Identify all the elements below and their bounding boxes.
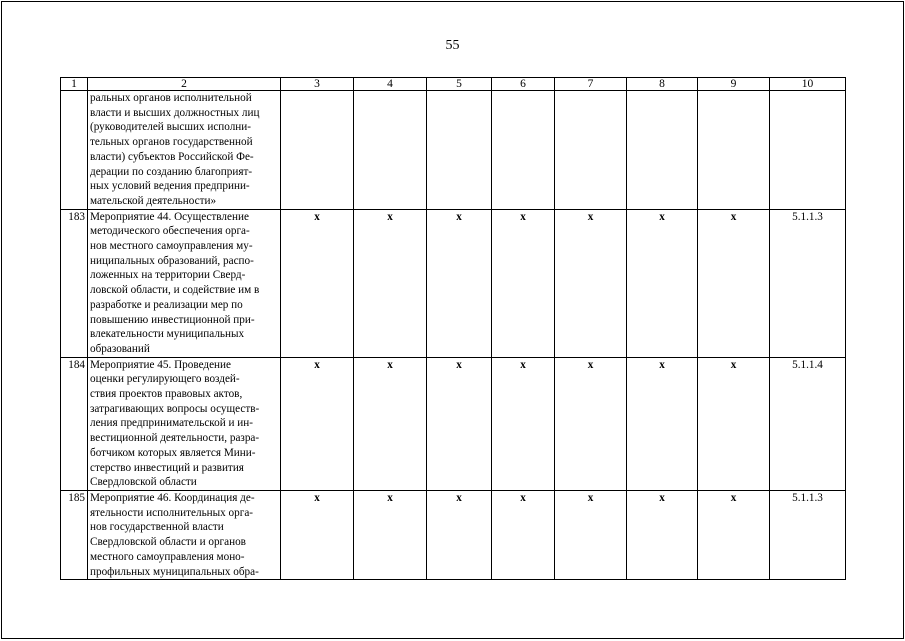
row-description: ральных органов исполнительной власти и высших должностных лиц (руководителей высших исполни- тельных органов государственной власти) субъектов Российской Фе- дерации по созданию благоприят- ных условий ведения предприни- мательской деятельности» <box>88 91 281 210</box>
table-row <box>61 357 846 490</box>
row-mark: x <box>698 209 770 357</box>
row-mark: x <box>492 209 555 357</box>
row-mark <box>698 91 770 210</box>
row-mark: x <box>698 357 770 490</box>
column-header: 8 <box>627 78 698 91</box>
row-number: 185 <box>61 490 88 579</box>
document-page <box>1 1 904 639</box>
row-description: Мероприятие 45. Проведение оценки регулирующего воздей- ствия проектов правовых актов, затрагивающих вопросы осуществ- ления предпринимательской и ин- вестиционной деятельности, разра- ботчиком которых является Мини- стерство инвестиций и развития Свердловской области <box>88 357 281 490</box>
row-mark: x <box>427 490 492 579</box>
row-mark: x <box>555 357 627 490</box>
row-number <box>61 91 88 210</box>
row-mark: x <box>354 209 427 357</box>
column-header: 5 <box>427 78 492 91</box>
row-mark: x <box>354 490 427 579</box>
row-mark <box>627 91 698 210</box>
row-mark: x <box>427 209 492 357</box>
row-mark: x <box>281 357 354 490</box>
column-header: 10 <box>770 78 846 91</box>
row-description: Мероприятие 46. Координация де- ятельности исполнительных орга- нов государственной власти Свердловской области и органов местного самоуправления моно- профильных муниципальных обра- <box>88 490 281 579</box>
row-mark <box>354 91 427 210</box>
row-mark <box>281 91 354 210</box>
header-row <box>61 78 846 91</box>
row-code: 5.1.1.3 <box>770 209 846 357</box>
row-mark: x <box>627 209 698 357</box>
column-header: 1 <box>61 78 88 91</box>
row-mark: x <box>627 357 698 490</box>
row-mark: x <box>555 490 627 579</box>
row-mark: x <box>555 209 627 357</box>
table-row <box>61 209 846 357</box>
data-table <box>60 77 846 580</box>
row-mark: x <box>698 490 770 579</box>
row-mark <box>427 91 492 210</box>
column-header: 6 <box>492 78 555 91</box>
row-mark: x <box>281 209 354 357</box>
row-mark: x <box>492 357 555 490</box>
page-number: 55 <box>445 38 460 53</box>
row-number: 184 <box>61 357 88 490</box>
row-mark <box>555 91 627 210</box>
row-description: Мероприятие 44. Осуществление методического обеспечения орга- нов местного самоуправления му- ниципальных образований, распо- ложенных на территории Сверд- ловской области, и содействие им в разработке и реализации мер по повышению инвестиционной при- влекательности муниципальных образований <box>88 209 281 357</box>
row-mark: x <box>492 490 555 579</box>
row-mark: x <box>427 357 492 490</box>
row-code: 5.1.1.3 <box>770 490 846 579</box>
row-code: 5.1.1.4 <box>770 357 846 490</box>
column-header: 7 <box>555 78 627 91</box>
row-mark: x <box>281 490 354 579</box>
row-number: 183 <box>61 209 88 357</box>
row-code <box>770 91 846 210</box>
table-row <box>61 91 846 210</box>
column-header: 4 <box>354 78 427 91</box>
column-header: 3 <box>281 78 354 91</box>
column-header: 2 <box>88 78 281 91</box>
table-row <box>61 490 846 579</box>
column-header: 9 <box>698 78 770 91</box>
row-mark <box>492 91 555 210</box>
row-mark: x <box>354 357 427 490</box>
row-mark: x <box>627 490 698 579</box>
